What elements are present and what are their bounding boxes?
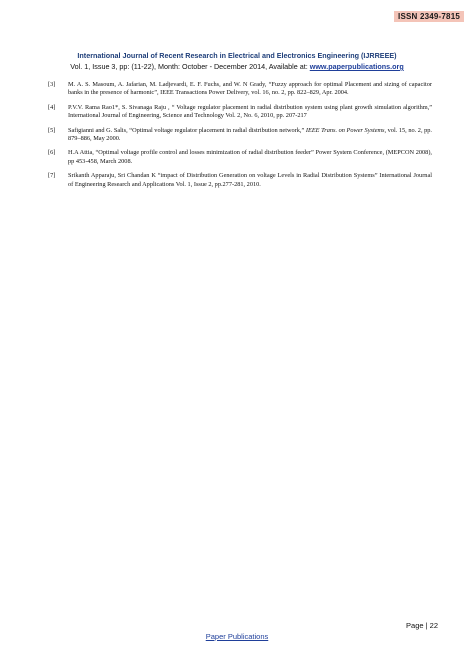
reference-text: P.V.V. Rama Rao1*, S. Sivanaga Raju , “ Voltage regulator placement in radial distribution system using plant growth simulation algorithm,” International Journal of Engineering, Science and Technology Vol. 2, No. 6, 2010, pp. 207-217 (68, 103, 432, 120)
reference-number: [3] (48, 81, 56, 88)
reference-item (48, 81, 432, 98)
reference-text: Srikanth Apparaju, Sri Chandan K “impact of Distribution Generation on voltage Levels in Radial Distribution Systems” International Journal of Engineering Research and Applications Vol. 1, Issue 2, pp.277-281, 2010. (68, 172, 432, 188)
reference-item (48, 149, 432, 166)
reference-number: [6] (48, 149, 56, 157)
journal-header (20, 51, 454, 72)
issn-badge: ISSN 2349-7815 (394, 11, 464, 22)
reference-text: M. A. S. Masoum, A. Jafarian, M. Ladjevardi, E. F. Fuchs, and W. N Grady, “Fuzzy approach for optimal Placement and sizing of capacitor banks in the presence of harmonic”, IEEE Transactions Power Delivery, vol. 16, no. 2, pp. 822–829, Apr. 2004. (68, 81, 432, 97)
reference-list (48, 81, 432, 195)
journal-info-text: Vol. 1, Issue 3, pp: (11-22), Month: October - December 2014, Available at: (70, 62, 310, 71)
footer-publisher-link[interactable]: Paper Publications (205, 632, 269, 641)
reference-item (48, 127, 432, 144)
reference-item (48, 172, 432, 189)
reference-number: [7] (48, 172, 56, 180)
journal-title: International Journal of Recent Research in Electrical and Electronics Engineering (IJRREEE) (77, 51, 397, 60)
page-number: Page | 22 (406, 621, 438, 630)
reference-text: H.A Attia, “Optimal voltage profile control and losses minimization of radial distribution feeder” Power System Conference, (MEPCON 2008), pp 453-458, March 2008. (68, 149, 432, 165)
reference-number: [5] (48, 126, 56, 134)
reference-text: Safigianni and G. Salis, “Optimal voltage regulator placement in radial distribution network,” IEEE Trans. on Power Systems, vol. 15, no. 2, pp. 879–886, May 2000. (68, 126, 432, 143)
journal-url-link[interactable]: www.paperpublications.org (309, 62, 404, 71)
reference-item (48, 104, 432, 121)
reference-number: [4] (48, 103, 56, 111)
journal-info (20, 61, 454, 72)
